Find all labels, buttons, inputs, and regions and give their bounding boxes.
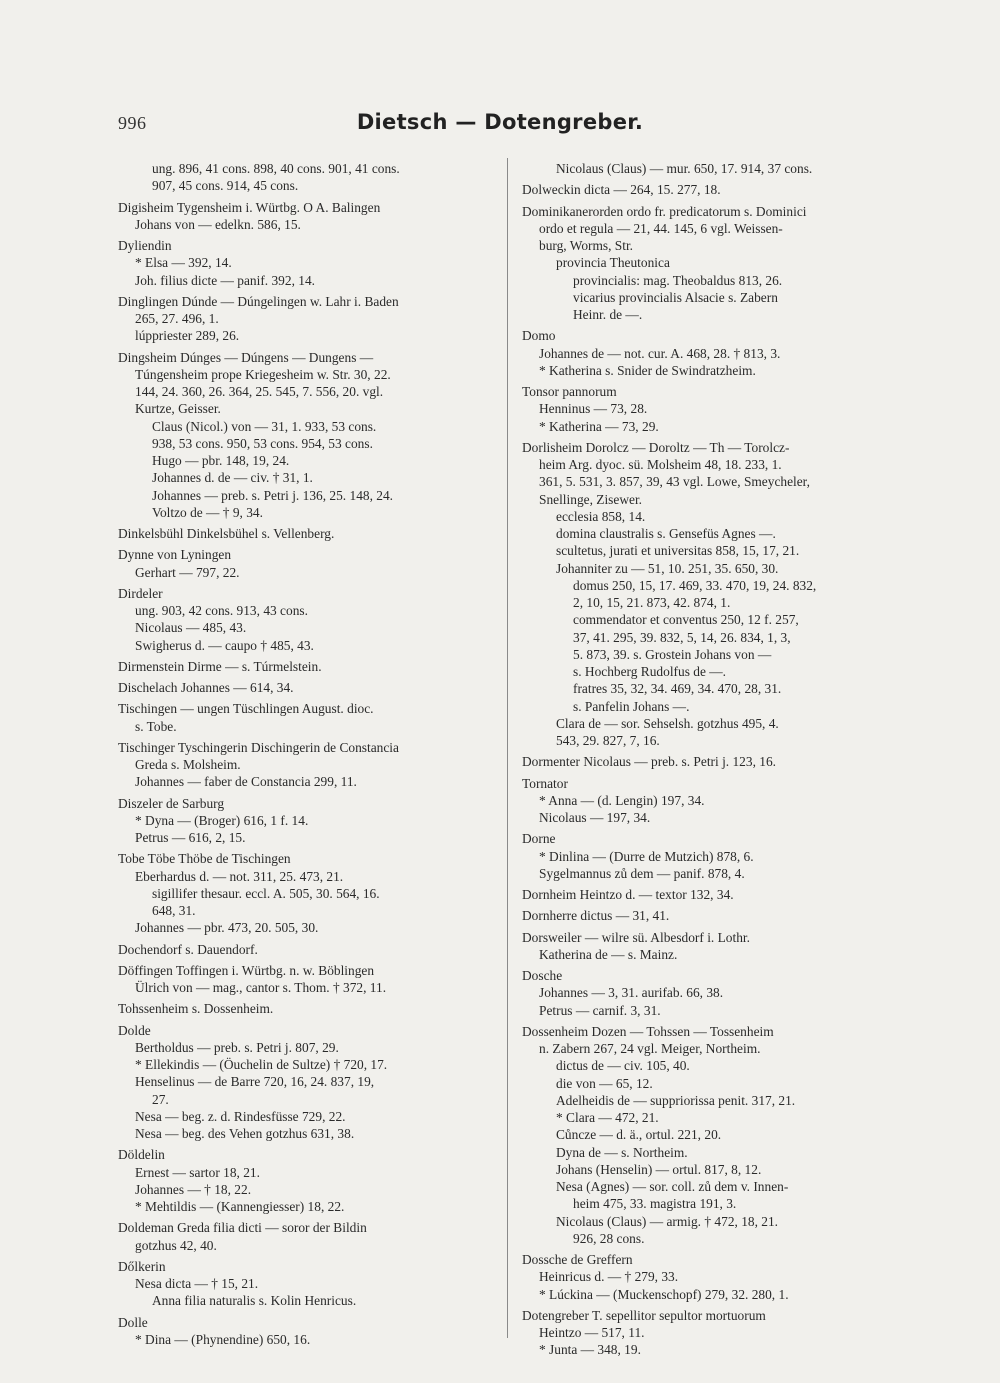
index-subentry: ecclesia 858, 14. <box>556 508 646 524</box>
index-subentry: Nicolaus (Claus) — armig. † 472, 18, 21. <box>556 1213 779 1229</box>
index-subentry: * Dinlina — (Durre de Mutzich) 878, 6. <box>539 848 754 864</box>
index-heading: Dolde <box>118 1022 151 1038</box>
index-subentry: * Dyna — (Broger) 616, 1 f. 14. <box>135 812 309 828</box>
index-subentry: 543, 29. 827, 7, 16. <box>556 733 660 748</box>
index-heading: Tonsor pannorum <box>522 384 617 399</box>
index-heading: Dorne <box>522 831 556 847</box>
index-subentry: Ernest — sartor 18, 21. <box>135 1164 260 1180</box>
index-subentry: ung. 903, 42 cons. 913, 43 cons. <box>135 603 308 618</box>
index-subentry: Nesa — beg. z. d. Rindesfüsse 729, 22. <box>135 1108 346 1124</box>
index-heading: Dosche <box>522 968 563 983</box>
index-heading: Dorlisheim Dorolcz — Doroltz — Th — Torolcz- <box>522 439 790 455</box>
index-heading: Dolle <box>118 1314 148 1330</box>
index-subentry: Henninus — 73, 28. <box>539 401 648 417</box>
index-subentry: 938, 53 cons. 950, 53 cons. 954, 53 cons. <box>152 435 373 451</box>
index-subentry: Anna filia naturalis s. Kolin Henricus. <box>152 1293 357 1309</box>
index-subentry: Swigherus d. — caupo † 485, 43. <box>135 637 314 653</box>
index-subentry: * Katherina s. Snider de Swindratzheim. <box>539 362 756 378</box>
right-column <box>522 160 906 1359</box>
index-subentry: Sygelmannus zů dem — panif. 878, 4. <box>539 865 745 881</box>
index-subentry: s. Panfelin Johans —. <box>573 698 690 714</box>
index-subentry: * Lúckina — (Muckenschopf) 279, 32. 280, 1. <box>539 1286 789 1302</box>
index-subentry: s. Hochberg Rudolfus de —. <box>573 664 726 679</box>
index-heading: Digisheim Tygensheim i. Würtbg. O A. Balingen <box>118 199 381 215</box>
index-heading: Dochendorf s. Dauendorf. <box>118 941 258 957</box>
index-subentry: ung. 896, 41 cons. 898, 40 cons. 901, 41 cons. <box>152 161 400 176</box>
index-heading: Dossche de Greffern <box>522 1252 633 1267</box>
index-subentry: die von — 65, 12. <box>556 1075 653 1091</box>
index-subentry: Heinr. de —. <box>573 307 643 322</box>
index-heading: Tohssenheim s. Dossenheim. <box>118 1001 274 1017</box>
index-heading: Doldeman Greda filia dicti — soror der Bildin <box>118 1220 367 1236</box>
index-heading: Dorsweiler — wilre sü. Albesdorf i. Lothr. <box>522 929 750 945</box>
index-subentry: provincialis: mag. Theobaldus 813, 26. <box>573 272 783 288</box>
index-heading: Domo <box>522 328 556 344</box>
index-subentry: Nicolaus — 197, 34. <box>539 810 651 825</box>
index-subentry: n. Zabern 267, 24 vgl. Meiger, Northeim. <box>539 1041 761 1056</box>
index-subentry: 907, 45 cons. 914, 45 cons. <box>152 178 299 194</box>
index-subentry: 265, 27. 496, 1. <box>135 311 219 326</box>
index-subentry: domus 250, 15, 17. 469, 33. 470, 19, 24. 832, <box>573 577 817 593</box>
left-column <box>118 160 494 1348</box>
index-subentry: 37, 41. 295, 39. 832, 5, 14, 26. 834, 1, 3, <box>573 629 791 645</box>
index-heading: Dynne von Lyningen <box>118 547 232 563</box>
index-subentry: Nesa dicta — † 15, 21. <box>135 1276 259 1291</box>
index-heading: Dirmenstein Dirme — s. Túrmelstein. <box>118 658 322 674</box>
index-subentry: * Ellekindis — (Öuchelin de Sultze) † 720, 17. <box>135 1057 388 1072</box>
index-subentry: Johannes — 3, 31. aurifab. 66, 38. <box>539 985 724 1001</box>
index-subentry: Túngensheim prope Kriegesheim w. Str. 30, 22. <box>135 366 391 382</box>
index-subentry: 27. <box>152 1091 169 1107</box>
index-subentry: Hugo — pbr. 148, 19, 24. <box>152 453 290 468</box>
index-heading: Dolweckin dicta — 264, 15. 277, 18. <box>522 182 721 198</box>
index-subentry: Gerhart — 797, 22. <box>135 564 240 580</box>
index-subentry: Dyna de — s. Northeim. <box>556 1144 688 1160</box>
index-subentry: Katherina de — s. Mainz. <box>539 946 678 962</box>
index-subentry: * Anna — (d. Lengin) 197, 34. <box>539 792 705 808</box>
index-heading: Dinglingen Dúnde — Dúngelingen w. Lahr i. Baden <box>118 293 399 309</box>
index-heading: Tornator <box>522 775 568 791</box>
index-subentry: * Katherina — 73, 29. <box>539 418 659 434</box>
index-subentry: Greda s. Molsheim. <box>135 757 241 772</box>
index-subentry: Adelheidis de — suppriorissa penit. 317, 21. <box>556 1092 796 1108</box>
index-subentry: Johannes — pbr. 473, 20. 505, 30. <box>135 920 319 936</box>
index-subentry: Johannes — † 18, 22. <box>135 1181 252 1197</box>
index-heading: Diszeler de Sarburg <box>118 795 225 811</box>
index-subentry: * Elsa — 392, 14. <box>135 255 232 271</box>
index-subentry: Heintzo — 517, 11. <box>539 1325 645 1340</box>
index-subentry: lúppriester 289, 26. <box>135 328 240 344</box>
index-subentry: 5. 873, 39. s. Grostein Johans von — <box>573 646 772 662</box>
index-subentry: sigillifer thesaur. eccl. A. 505, 30. 564, 16. <box>152 885 380 901</box>
index-subentry: Clara de — sor. Sehselsh. gotzhus 495, 4. <box>556 715 779 731</box>
index-subentry: ordo et regula — 21, 44. 145, 6 vgl. Weissen- <box>539 220 783 236</box>
index-heading: Dyliendin <box>118 238 172 253</box>
index-subentry: Nesa — beg. des Vehen gotzhus 631, 38. <box>135 1126 355 1141</box>
page-number: 996 <box>118 113 147 133</box>
index-subentry: heim 475, 33. magistra 191, 3. <box>573 1196 737 1212</box>
index-subentry: 648, 31. <box>152 903 196 918</box>
index-subentry: scultetus, jurati et universitas 858, 15, 17, 21. <box>556 543 800 559</box>
index-subentry: * Dina — (Phynendine) 650, 16. <box>135 1331 311 1347</box>
index-subentry: dictus de — civ. 105, 40. <box>556 1058 690 1074</box>
index-subentry: Bertholdus — preb. s. Petri j. 807, 29. <box>135 1039 339 1055</box>
index-subentry: Joh. filius dicte — panif. 392, 14. <box>135 272 316 288</box>
index-subentry: Johans von — edelkn. 586, 15. <box>135 216 301 232</box>
index-subentry: Nesa (Agnes) — sor. coll. zů dem v. Innen- <box>556 1179 789 1194</box>
index-subentry: Johannes — preb. s. Petri j. 136, 25. 148, 24. <box>152 487 394 503</box>
index-subentry: provincia Theutonica <box>556 255 670 271</box>
index-heading: Döffingen Toffingen i. Würtbg. n. w. Böblingen <box>118 962 375 978</box>
index-heading: Dornheim Heintzo d. — textor 132, 34. <box>522 887 734 902</box>
index-subentry: * Mehtildis — (Kannengiesser) 18, 22. <box>135 1199 345 1214</box>
index-subentry: s. Tobe. <box>135 718 177 734</box>
index-heading: Dominikanerorden ordo fr. predicatorum s. Dominici <box>522 203 807 219</box>
index-heading: Dossenheim Dozen — Tohssen — Tossenheim <box>522 1023 774 1039</box>
index-heading: Dischelach Johannes — 614, 34. <box>118 680 294 695</box>
index-subentry: Petrus — 616, 2, 15. <box>135 830 246 845</box>
index-subentry: heim Arg. dyoc. sü. Molsheim 48, 18. 233, 1. <box>539 457 782 472</box>
index-subentry: 2, 10, 15, 21. 873, 42. 874, 1. <box>573 595 731 610</box>
index-subentry: commendator et conventus 250, 12 f. 257, <box>573 612 799 628</box>
index-subentry: Nicolaus — 485, 43. <box>135 620 247 636</box>
index-subentry: Nicolaus (Claus) — mur. 650, 17. 914, 37 cons. <box>556 161 813 176</box>
index-subentry: 144, 24. 360, 26. 364, 25. 545, 7. 556, 20. vgl. <box>135 384 384 399</box>
index-subentry: * Junta — 348, 19. <box>539 1342 641 1358</box>
index-subentry: * Clara — 472, 21. <box>556 1110 659 1125</box>
index-subentry: Cůncze — d. ä., ortul. 221, 20. <box>556 1127 722 1143</box>
index-subentry: Kurtze, Geisser. <box>135 401 221 417</box>
column-divider <box>507 158 508 1338</box>
index-subentry: Johanniter zu — 51, 10. 251, 35. 650, 30. <box>556 560 779 576</box>
index-subentry: Heinricus d. — † 279, 33. <box>539 1269 679 1285</box>
index-subentry: Johans (Henselin) — ortul. 817, 8, 12. <box>556 1161 762 1177</box>
index-subentry: fratres 35, 32, 34. 469, 34. 470, 28, 31. <box>573 681 782 697</box>
index-subentry: Johannes d. de — civ. † 31, 1. <box>152 470 313 486</box>
index-subentry: Johannes de — not. cur. A. 468, 28. † 813, 3. <box>539 345 781 361</box>
index-subentry: Petrus — carnif. 3, 31. <box>539 1002 661 1018</box>
index-heading: Dinkelsbühl Dinkelsbühel s. Vellenberg. <box>118 526 335 541</box>
index-subentry: vicarius provincialis Alsacie s. Zabern <box>573 289 778 305</box>
index-subentry: Eberhardus d. — not. 311, 25. 473, 21. <box>135 868 344 884</box>
index-heading: Dotengreber T. sepellitor sepultor mortuorum <box>522 1307 766 1323</box>
index-heading: Dornherre dictus — 31, 41. <box>522 908 670 924</box>
index-subentry: gotzhus 42, 40. <box>135 1237 217 1253</box>
index-heading: Tischingen — ungen Tüschlingen August. dioc. <box>118 701 374 717</box>
index-subentry: Ülrich von — mag., cantor s. Thom. † 372, 11. <box>135 980 387 995</box>
index-subentry: Snellinge, Zisewer. <box>539 491 643 507</box>
index-heading: Tischinger Tyschingerin Dischingerin de Constancia <box>118 739 399 755</box>
index-subentry: domina claustralis s. Gensefüs Agnes —. <box>556 526 776 541</box>
index-heading: Döldelin <box>118 1147 165 1163</box>
index-subentry: Voltzo de — † 9, 34. <box>152 504 263 520</box>
index-heading: Dormenter Nicolaus — preb. s. Petri j. 123, 16. <box>522 754 777 770</box>
index-subentry: Johannes — faber de Constancia 299, 11. <box>135 774 357 790</box>
index-subentry: Claus (Nicol.) von — 31, 1. 933, 53 cons. <box>152 418 377 434</box>
index-subentry: Henselinus — de Barre 720, 16, 24. 837, 19, <box>135 1074 375 1090</box>
index-subentry: burg, Worms, Str. <box>539 238 634 253</box>
index-heading: Dirdeler <box>118 585 163 601</box>
index-heading: Dingsheim Dúnges — Dúngens — Dungens — <box>118 349 374 365</box>
running-head: Dietsch — Dotengreber. <box>356 110 644 134</box>
index-heading: Dőlkerin <box>118 1258 166 1274</box>
index-subentry: 361, 5. 531, 3. 857, 39, 43 vgl. Lowe, Smeycheler, <box>539 474 810 490</box>
index-subentry: 926, 28 cons. <box>573 1230 645 1246</box>
index-heading: Tobe Töbe Thöbe de Tischingen <box>118 851 291 867</box>
